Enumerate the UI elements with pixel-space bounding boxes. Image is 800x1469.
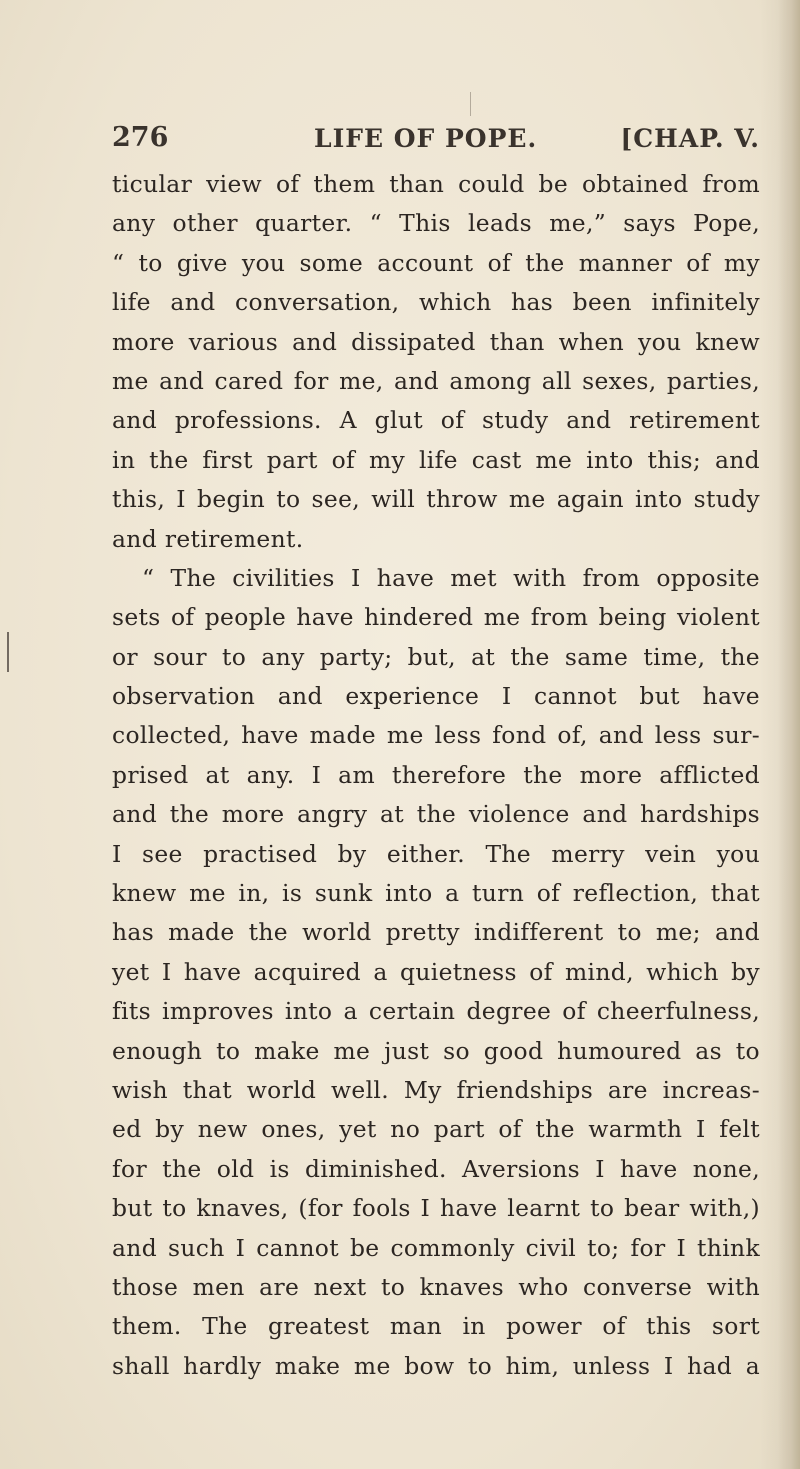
text-line: more various and dissipated than when you knew	[112, 327, 760, 356]
text-line: fits improves into a certain degree of cheerfulness,	[112, 997, 760, 1026]
text-line: prised at any. I am therefore the more afflicted	[112, 760, 760, 789]
text-line: sets of people have hindered me from being violent	[112, 603, 760, 632]
text-line: those men are next to knaves who converse with	[112, 1272, 760, 1301]
text-line: ticular view of them than could be obtained from	[112, 170, 760, 198]
text-line: yet I have acquired a quietness of mind, which by	[112, 957, 760, 986]
chapter-label: [CHAP. V.	[620, 124, 760, 153]
text-line: me and cared for me, and among all sexes, parties,	[112, 366, 760, 395]
text-line: and retirement.	[112, 524, 304, 553]
page-number: 276	[112, 122, 169, 153]
running-head	[112, 122, 760, 162]
text-line: “ to give you some account of the manner of my	[112, 248, 760, 277]
text-line: or sour to any party; but, at the same time, the	[112, 642, 760, 671]
text-line: ed by new ones, yet no part of the warmth I felt	[112, 1115, 760, 1144]
text-line: and the more angry at the violence and hardships	[112, 800, 760, 829]
body-text	[112, 165, 760, 1386]
text-line: wish that world well. My friendships are increas-	[112, 1075, 760, 1104]
text-line: observation and experience I cannot but have	[112, 682, 760, 711]
paper-mark	[470, 92, 471, 116]
paragraph-start-line: “ The civilities I have met with from opposite	[142, 563, 760, 592]
text-line: and professions. A glut of study and retirement	[112, 406, 760, 435]
text-line: and such I cannot be commonly civil to; for I think	[112, 1233, 760, 1262]
text-line: any other quarter. “ This leads me,” says Pope,	[112, 209, 760, 238]
page-edge-shadow	[778, 0, 800, 1469]
text-line: life and conversation, which has been infinitely	[112, 288, 760, 317]
margin-pencil-mark	[7, 632, 9, 672]
text-line: in the first part of my life cast me into this; and	[112, 445, 760, 474]
running-title: LIFE OF POPE.	[314, 124, 538, 153]
text-line: this, I begin to see, will throw me again into study	[112, 485, 760, 514]
text-line: but to knaves, (for fools I have learnt to bear with,)	[112, 1194, 760, 1223]
text-line: has made the world pretty indifferent to me; and	[112, 918, 760, 947]
text-line: knew me in, is sunk into a turn of reflection, that	[112, 879, 760, 908]
text-line: them. The greatest man in power of this sort	[112, 1312, 760, 1341]
text-line: enough to make me just so good humoured as to	[112, 1036, 760, 1065]
text-line: collected, have made me less fond of, and less sur-	[112, 721, 760, 750]
text-line: shall hardly make me bow to him, unless I had a	[112, 1351, 760, 1380]
text-line: for the old is diminished. Aversions I have none,	[112, 1154, 760, 1183]
text-line: I see practised by either. The merry vein you	[112, 839, 760, 868]
